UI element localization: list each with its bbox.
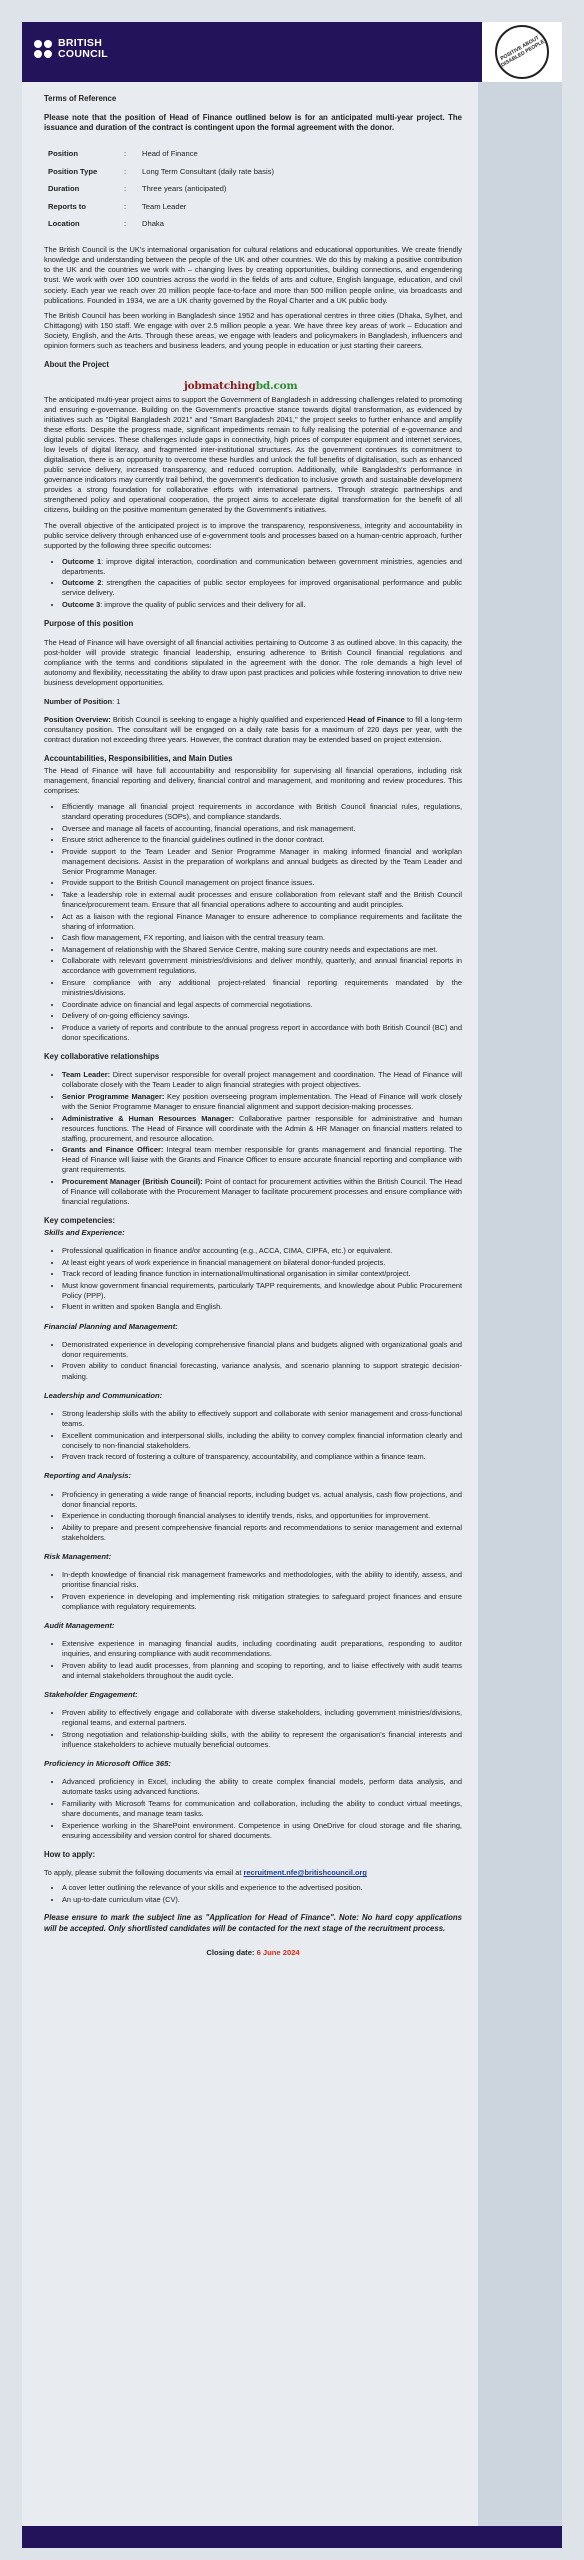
reporting-item: • Experience in conducting thorough financial analyses to identify trends, risks, and opportunities for improvement. [62,1511,462,1521]
office-item: • Advanced proficiency in Excel, including the ability to create complex financial models, perform data analysis, and automate tasks using advanced functions. [62,1777,462,1797]
competencies-title: Key competencies: [44,1216,116,1226]
relationship-item-text: Collaborative partner responsible for administrative and human resources functions. The Head of Finance will coordinate with the Admin & HR Manager on financial matters related to staffing, procurement, and resource allocation. [62,1113,462,1143]
info-value: Dhaka [142,219,164,229]
position-info-table [48,146,274,234]
skills-title: Skills and Experience: [44,1227,125,1237]
skill-item: • Professional qualification in finance and/or accounting (e.g., ACCA, CIMA, CIPFA, etc.) or equivalent. [62,1246,462,1256]
relationship-item-text: Key position overseeing program implementation. The Head of Finance will work closely with the Senior Programme Manager to ensure financial alignment and support decision-making processes. [62,1092,462,1112]
relationship-item-text: Integral team member responsible for grants management and financial reporting. The Head of Finance will liaise with the Grants and Finance Officer to ensure accurate financial reporting and compliance with grant requirements. [62,1145,462,1175]
accountabilities-list [62,802,462,1043]
outcome-item-label: Outcome 3 [62,599,101,609]
relationship-item [62,1114,462,1144]
accountability-item: • Ensure compliance with any additional project-related financial reporting requirements mandated by the ministries/divisions. [62,978,462,998]
stakeholder-item: • Proven ability to effectively engage and collaborate with diverse stakeholders, including government ministries/divisions, regional teams, and external partners. [62,1708,462,1728]
info-colon: : [124,201,127,211]
relationship-item [62,1177,462,1207]
outcome-item-text: : improve digital interaction, coordination and communication between government ministries, agencies and departments. [62,556,462,576]
closing-date: Closing date: 6 June 2024 [206,1948,300,1958]
outcome-item [62,600,462,610]
skills-list [62,1246,462,1312]
relationship-item-text: Point of contact for procurement activities within the British Council. The Head of Finance will collaborate with the Procurement Manager to facilitate procurement processes and ensure compliance with financial regulations. [62,1177,462,1207]
info-row [48,163,274,181]
about-paragraph-1: The anticipated multi-year project aims to support the Government of Bangladesh in addressing challenges related to promoting and ensuring e-governance. Building on the Government's proactive stance towards digital transformation, as evidenced by initiatives such as "Digital Bangladesh 2021" and "Smart Bangladesh 2041," the project seeks to further enhance and amplify these efforts. Despite the progress made, significant impediments remain to fully realising the potential of e-governance and digital public services. These challenges include gaps in connectivity, high prices of computer equipment and internet services, low levels of digital literacy, and fragmented inter-institutional structures. As the government continues its commitment to digitalisation, there is an opportunity to overcome these hurdles and unlock the full benefits of digitalisation, such as enhanced public service delivery, increased transparency, and reduced corruption. Additionally, while Bangladesh's performance in governance indicators may currently trail behind, the government's dedication to inclusive growth and sustainable development provides a strong foundation for collaborative efforts with international partners. Through strategic partnerships and strengthened policy and operational cooperation, the project aims to accelerate digital transformation for the benefit of all citizens, building on the positive momentum generated by the Government's initiatives. [44,394,462,515]
info-row [48,181,274,199]
outcome-item-label: Outcome 1 [62,556,102,566]
relationship-item-label: Grants and Finance Officer: [62,1145,164,1155]
office-item: • Familiarity with Microsoft Teams for communication and collaboration, including the ability to conduct virtual meetings, share documents, and manage team tasks. [62,1799,462,1819]
info-value: Team Leader [142,201,187,211]
bc-paragraph-2: The British Council has been working in Bangladesh since 1952 and has operational centres in three cities (Dhaka, Sylhet, and Chittagong) with 150 staff. We engage with over 2.5 million people a year. We have three key areas of work – Education and Society, English, and the Arts. Through these areas, we engage with leaders and policymakers in Bangladesh, influencers and opinion formers such as teachers and business leaders, and young people in education or just starting their careers. [44,310,462,350]
info-key: Position [48,149,78,159]
relationship-item [62,1145,462,1175]
info-value: Head of Finance [142,149,198,159]
relationship-item-label: Senior Programme Manager: [62,1092,165,1102]
purpose-title: Purpose of this position [44,619,134,629]
relationship-item-label: Administrative & Human Resources Manager: [62,1113,235,1123]
accountability-item: • Ensure strict adherence to the financial guidelines outlined in the donor contract. [62,835,462,845]
reporting-list [62,1490,462,1543]
stakeholder-title: Stakeholder Engagement: [44,1689,138,1699]
outcomes-list [62,557,462,610]
number-of-position: Number of Position: 1 [44,696,121,706]
logo-line-2: COUNCIL [58,48,108,61]
audit-title: Audit Management: [44,1620,115,1630]
info-value: Long Term Consultant (daily rate basis) [142,166,274,176]
info-colon: : [124,149,127,159]
relationship-item-label: Team Leader: [62,1070,111,1080]
about-paragraph-2: The overall objective of the anticipated project is to improve the transparency, responsiveness, integrity and accountability in public service delivery through enhanced use of e-government tools and processes based on a human-centric approach, further supported by the following three specific outcomes: [44,520,462,550]
leadership-item: • Excellent communication and interpersonal skills, including the ability to convey complex financial information clearly and concisely to non-financial stakeholders. [62,1431,462,1451]
audit-list [62,1639,462,1681]
risk-item: • In-depth knowledge of financial risk management frameworks and methodologies, with the ability to identify, assess, and prioritise financial risks. [62,1570,462,1590]
badge-text: POSITIVE ABOUT DISABLED PEOPLE [499,35,546,69]
info-key: Reports to [48,201,86,211]
info-key: Duration [48,184,80,194]
leadership-item: • Proven track record of fostering a culture of transparency, accountability, and compliance within a finance team. [62,1452,462,1462]
reporting-item: • Proficiency in generating a wide range of financial reports, including budget vs. actual analysis, cash flow projections, and donor financial reports. [62,1490,462,1510]
apply-item: • An up-to-date curriculum vitae (CV). [62,1895,462,1905]
relationship-item-text: Direct supervisor responsible for overall project management and coordination. The Head of Finance will collaborate closely with the Team Leader to align financial strategies with project objectives. [62,1070,462,1090]
accountability-item: • Take a leadership role in external audit processes and ensure collaboration from relevant staff and the British Council finance/procurement team. Ensure that all financial operations adhere to accounting and audit principles. [62,890,462,910]
office-list [62,1777,462,1840]
accountability-item: • Produce a variety of reports and contribute to the annual progress report in accordance with both British Council (BC) and donor specifications. [62,1023,462,1043]
accountabilities-paragraph: The Head of Finance will have full accountability and responsibility for supervising all financial operations, including risk management, financial reporting and delivery, financial control and management, and monitoring and review procedures. This comprises: [44,765,462,795]
risk-item: • Proven experience in developing and implementing risk mitigation strategies to safeguard project finances and ensure compliance with regulatory requirements. [62,1592,462,1612]
apply-email-link[interactable]: recruitment.nfe@britishcouncil.org [243,1868,367,1878]
reporting-title: Reporting and Analysis: [44,1471,132,1481]
relationships-list [62,1070,462,1207]
apply-item: • A cover letter outlining the relevance of your skills and experience to the advertised position. [62,1883,462,1893]
info-colon: : [124,166,127,176]
outcome-item-label: Outcome 2 [62,578,102,588]
relationship-item [62,1092,462,1112]
accountability-item: • Efficiently manage all financial project requirements in accordance with British Council financial rules, regulations, standard operating procedures (SOPs), and compliance standards. [62,802,462,822]
accountability-item: • Collaborate with relevant government ministries/divisions and deliver monthly, quarterly, and annual financial reports in accordance with government regulations. [62,956,462,976]
logo-line-1: BRITISH [58,37,103,49]
financial-planning-item: • Proven ability to conduct financial forecasting, variance analysis, and scenario planning to support strategic decision-making. [62,1361,462,1381]
relationships-title: Key collaborative relationships [44,1051,160,1061]
audit-item: • Extensive experience in managing financial audits, including coordinating audit preparations, responding to auditor inquiries, and ensuring compliance with audit recommendations. [62,1639,462,1659]
accountability-item: • Cash flow management, FX reporting, and liaison with the central treasury team. [62,933,462,943]
skill-item: • Must know government financial requirements, particularly TAPP requirements, and knowledge about Public Procurement Policy (PPP). [62,1281,462,1301]
info-row [48,216,274,234]
intro-notice: Please note that the position of Head of Finance outlined below is for an anticipated multi-year project. The issuance and duration of the contract is contingent upon the formal agreement with the donor. [44,112,462,133]
stakeholder-item: • Strong negotiation and relationship-building skills, with the ability to represent the organisation's financial interests and influence stakeholders to achieve mutually beneficial outcomes. [62,1730,462,1750]
right-sidebar [478,82,562,2526]
accountability-item: • Management of relationship with the Shared Service Centre, making sure country needs and expectations are met. [62,945,462,955]
leadership-list [62,1409,462,1462]
apply-note: Please ensure to mark the subject line as "Application for Head of Finance". Note: No hard copy applications will be accepted. Only shortlisted candidates will be contacted for the next stage of the recruitment process. [44,1912,462,1933]
page-header [22,22,562,82]
outcome-item-text: : improve the quality of public services and their delivery for all. [100,599,306,609]
british-council-logo [34,38,108,60]
apply-list [62,1883,462,1905]
apply-text: To apply, please submit the following documents via email at recruitment.nfe@britishcouncil.org [44,1868,367,1878]
logo-dots-icon [34,40,52,58]
info-row [48,198,274,216]
accountability-item: • Act as a liaison with the regional Finance Manager to ensure adherence to compliance requirements and facilitate the sharing of information. [62,912,462,932]
info-key: Location [48,219,80,229]
info-colon: : [124,184,127,194]
accountability-item: • Coordinate advice on financial and legal aspects of commercial negotiations. [62,1000,462,1010]
relationship-item [62,1070,462,1090]
info-colon: : [124,219,127,229]
accountability-item: • Provide support to the Team Leader and Senior Programme Manager in making informed financial and workplan management decisions. Assist in the preparation of workplans and annual budgets as directed by the Team Leader and Senior Programme Manager. [62,847,462,877]
skill-item: • Track record of leading finance function in international/multinational organisation in similar context/project. [62,1269,462,1279]
financial-planning-item: • Demonstrated experience in developing comprehensive financial plans and budgets aligned with organizational goals and donor requirements. [62,1340,462,1360]
leadership-title: Leadership and Communication: [44,1390,163,1400]
risk-list [62,1570,462,1612]
leadership-item: • Strong leadership skills with the ability to effectively support and collaborate with senior management and cross-functional teams. [62,1409,462,1429]
terms-title: Terms of Reference [44,94,117,103]
financial-planning-title: Financial Planning and Management: [44,1321,178,1331]
accountabilities-title: Accountabilities, Responsibilities, and Main Duties [44,754,233,764]
info-key: Position Type [48,166,98,176]
outcome-item-text: : strengthen the capacities of public sector employees for improved organisational performance and public service delivery. [62,578,462,598]
skill-item: • At least eight years of work experience in financial management on bilateral donor-funded projects. [62,1258,462,1268]
position-overview: Position Overview: British Council is seeking to engage a highly qualified and experienced Head of Finance to fill a long-term consultancy position. The consultant will be engaged on a daily rate basis for a maximum of 220 days per year, with the contract duration not exceeding three years. However, the contract duration may be extended based on project extension. [44,714,462,745]
purpose-paragraph: The Head of Finance will have oversight of all financial activities pertaining to Outcome 3 as outlined above. In this capacity, the post-holder will provide strategic financial leadership, ensuring adherence to British Council financial regulations and compliance with the terms and conditions stipulated in the agreement with the donor. The role demands a high level of autonomy and flexibility, necessitating the ability to draw upon past practices and policies while fostering innovation to drive new business development opportunities. [44,637,462,687]
accountability-item: • Oversee and manage all facets of accounting, financial operations, and risk management. [62,824,462,834]
risk-title: Risk Management: [44,1551,112,1561]
info-row [48,146,274,164]
disability-badge-area [482,22,562,82]
watermark-logo: jobmatchingbd.com [184,379,298,392]
skill-item: • Fluent in written and spoken Bangla and English. [62,1302,462,1312]
job-document [22,82,478,2526]
office-item: • Experience working in the SharePoint environment. Competence in using OneDrive for cloud storage and file sharing, ensuring accessibility and version control for shared documents. [62,1821,462,1841]
accountability-item: • Provide support to the British Council management on project finance issues. [62,878,462,888]
bc-paragraph-1: The British Council is the UK's international organisation for cultural relations and educational opportunities. We create friendly knowledge and understanding between the people of the UK and other countries. We do this by making a positive contribution to the UK and the countries we work with – changing lives by creating opportunities, building connections, and engendering trust. We work with over 100 countries across the world in the fields of arts and culture, English language, education, and civil society. Each year we reach over 20 million people face-to-face and more than 500 million people online, via broadcasts and publications. Founded in 1934, we are a UK charity governed by the Royal Charter and a UK public body. [44,245,462,305]
page-footer [22,2526,562,2548]
outcome-item [62,578,462,598]
financial-planning-list [62,1340,462,1382]
audit-item: • Proven ability to lead audit processes, from planning and scoping to reporting, and to liaise effectively with audit teams and internal stakeholders throughout the audit cycle. [62,1661,462,1681]
stakeholder-list [62,1708,462,1750]
apply-title: How to apply: [44,1849,96,1859]
accountability-item: • Delivery of on-going efficiency savings. [62,1011,462,1021]
about-title: About the Project [44,359,109,369]
relationship-item-label: Procurement Manager (British Council): [62,1177,203,1187]
reporting-item: • Ability to prepare and present comprehensive financial reports and recommendations to senior management and external stakeholders. [62,1523,462,1543]
office-title: Proficiency in Microsoft Office 365: [44,1759,171,1769]
outcome-item [62,557,462,577]
disability-badge-icon [495,25,549,79]
info-value: Three years (anticipated) [142,184,227,194]
